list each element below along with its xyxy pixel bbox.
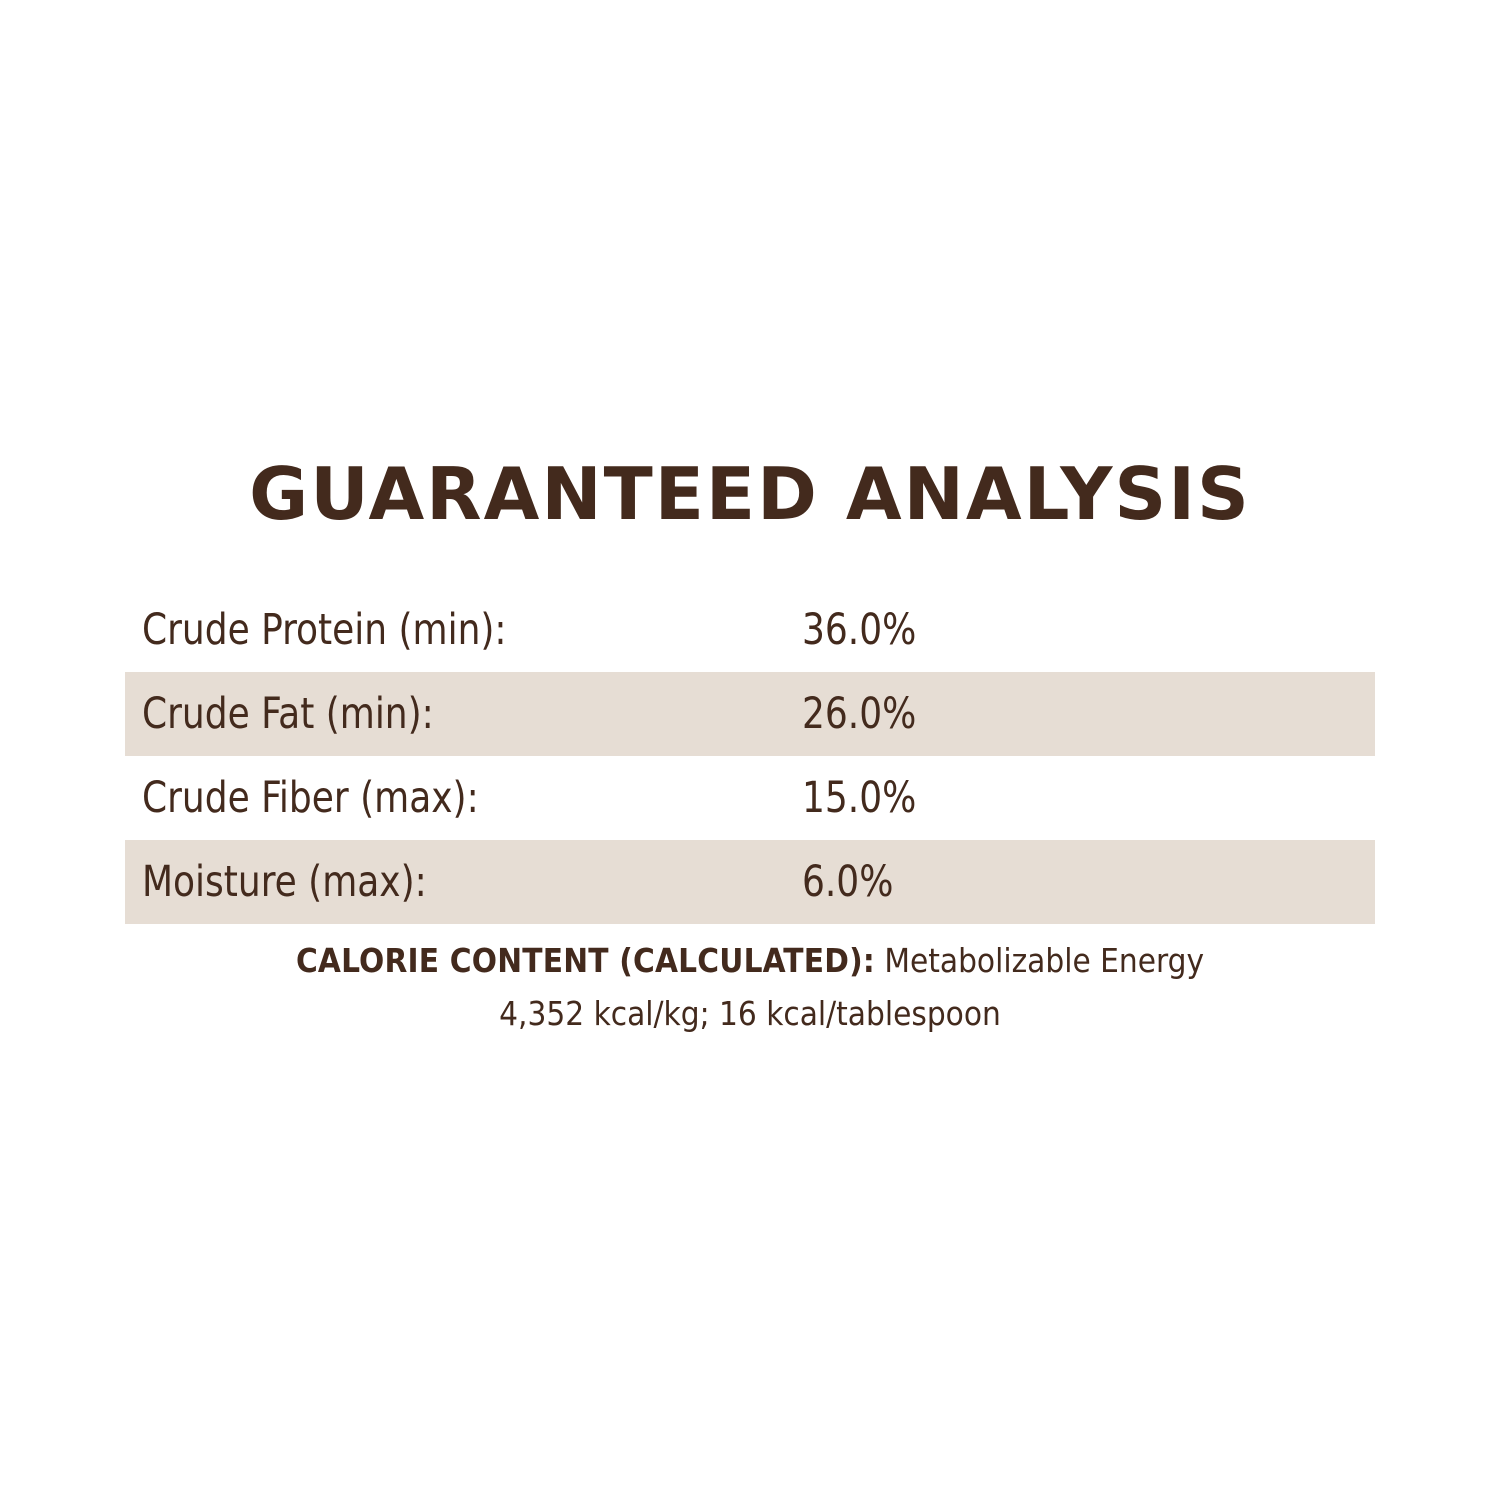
nutrient-value: 26.0% [802, 688, 917, 739]
table-row [125, 588, 1375, 672]
calorie-content-values: 4,352 kcal/kg; 16 kcal/tablespoon [499, 994, 1001, 1034]
guaranteed-analysis-table [125, 588, 1375, 924]
calorie-content-block [150, 935, 1350, 1039]
nutrient-value: 15.0% [802, 772, 917, 823]
nutrient-label: Moisture (max): [142, 856, 427, 907]
nutrient-label: Crude Fiber (max): [142, 772, 479, 823]
calorie-content-type: Metabolizable Energy [874, 941, 1205, 980]
calorie-content-heading: CALORIE CONTENT (CALCULATED): [295, 941, 875, 980]
table-row [125, 840, 1375, 924]
table-row [125, 756, 1375, 840]
nutrient-value: 6.0% [802, 856, 894, 907]
page-title: GUARANTEED ANALYSIS [249, 452, 1251, 536]
nutrient-label: Crude Fat (min): [142, 688, 434, 739]
table-row [125, 672, 1375, 756]
nutrient-label: Crude Protein (min): [142, 604, 507, 655]
nutrient-value: 36.0% [802, 604, 917, 655]
